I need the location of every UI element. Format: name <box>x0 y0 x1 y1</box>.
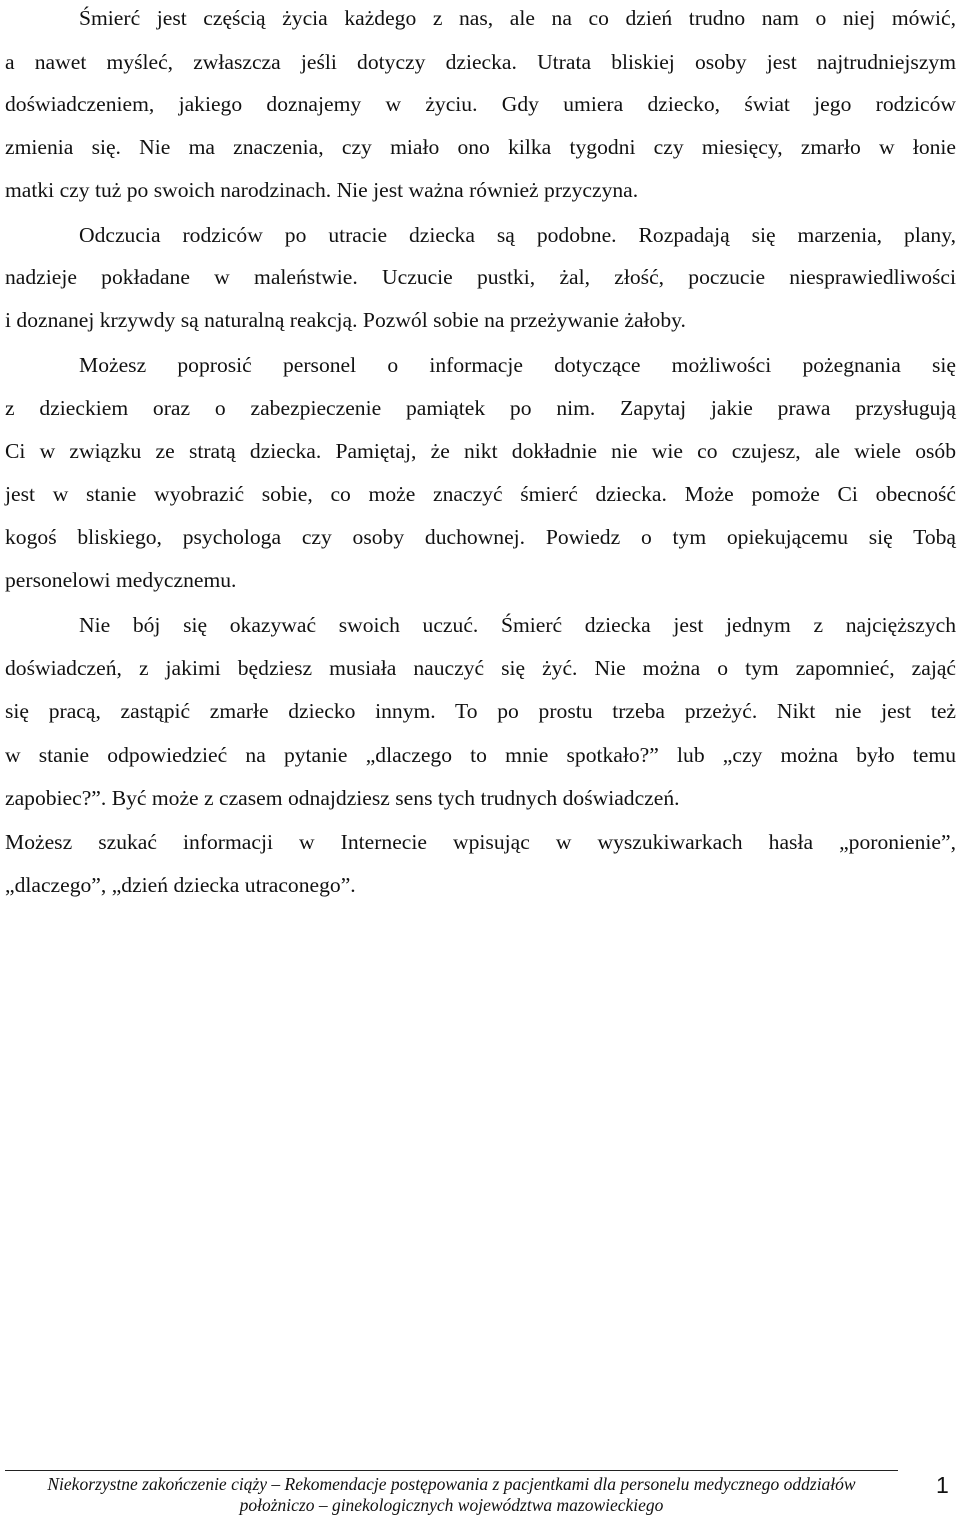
paragraph-3-line-3: Ci w związku ze stratą dziecka. Pamiętaj, że nikt dokładnie nie wie co czujesz, ale wiele osób <box>5 439 956 463</box>
paragraph-2-line-1: Odczucia rodziców po utracie dziecka są podobne. Rozpadają się marzenia, plany, <box>79 223 956 247</box>
footer-line-2: położniczo – ginekologicznych województwa mazowieckiego <box>239 1495 664 1515</box>
paragraph-4-line-3: się pracą, zastąpić zmarłe dziecko innym. To po prostu trzeba przeżyć. Nikt nie jest też <box>5 699 956 723</box>
paragraph-3-line-1: Możesz poprosić personel o informacje dotyczące możliwości pożegnania się <box>79 353 956 377</box>
paragraph-1-line-1: Śmierć jest częścią życia każdego z nas, ale na co dzień trudno nam o niej mówić, <box>79 6 956 30</box>
paragraph-3-line-6: personelowi medycznemu. <box>5 568 237 592</box>
paragraph-4-line-2: doświadczeń, z jakimi będziesz musiała nauczyć się żyć. Nie można o tym zapomnieć, zająć <box>5 656 956 680</box>
page-number: 1 <box>936 1472 949 1498</box>
paragraph-1-line-5: matki czy tuż po swoich narodzinach. Nie jest ważna również przyczyna. <box>5 178 639 202</box>
paragraph-4-line-1: Nie bój się okazywać swoich uczuć. Śmierć dziecka jest jednym z najcięższych <box>79 613 956 637</box>
paragraph-3-line-2: z dzieckiem oraz o zabezpieczenie pamiątek po nim. Zapytaj jakie prawa przysługują <box>5 396 956 420</box>
paragraph-4-line-4: w stanie odpowiedzieć na pytanie „dlaczego to mnie spotkało?” lub „czy można było temu <box>5 743 956 767</box>
paragraph-3-line-4: jest w stanie wyobrazić sobie, co może znaczyć śmierć dziecka. Może pomoże Ci obecność <box>5 482 956 506</box>
paragraph-1-line-4: zmienia się. Nie ma znaczenia, czy miało ono kilka tygodni czy miesięcy, zmarło w łonie <box>5 135 956 159</box>
paragraph-2-line-2: nadzieje pokładane w maleństwie. Uczucie pustki, żal, złość, poczucie niesprawiedliwości <box>5 265 956 289</box>
paragraph-1-line-3: doświadczeniem, jakiego doznajemy w życiu. Gdy umiera dziecko, świat jego rodziców <box>5 92 956 116</box>
footer-divider <box>5 1470 898 1471</box>
paragraph-4-line-5: zapobiec?”. Być może z czasem odnajdziesz sens tych trudnych doświadczeń. <box>5 786 680 810</box>
paragraph-5-line-1: Możesz szukać informacji w Internecie wpisując w wyszukiwarkach hasła „poronienie”, <box>5 830 956 854</box>
paragraph-2-line-3: i doznanej krzywdy są naturalną reakcją. Pozwól sobie na przeżywanie żałoby. <box>5 308 686 332</box>
paragraph-1-line-2: a nawet myśleć, zwłaszcza jeśli dotyczy dziecka. Utrata bliskiej osoby jest najtrudniejszym <box>5 50 956 74</box>
paragraph-5-line-2: „dlaczego”, „dzień dziecka utraconego”. <box>5 873 356 897</box>
paragraph-3-line-5: kogoś bliskiego, psychologa czy osoby duchownej. Powiedz o tym opiekującemu się Tobą <box>5 525 956 549</box>
footer-line-1: Niekorzystne zakończenie ciąży – Rekomendacje postępowania z pacjentkami dla personelu medycznego oddziałów <box>47 1474 856 1494</box>
